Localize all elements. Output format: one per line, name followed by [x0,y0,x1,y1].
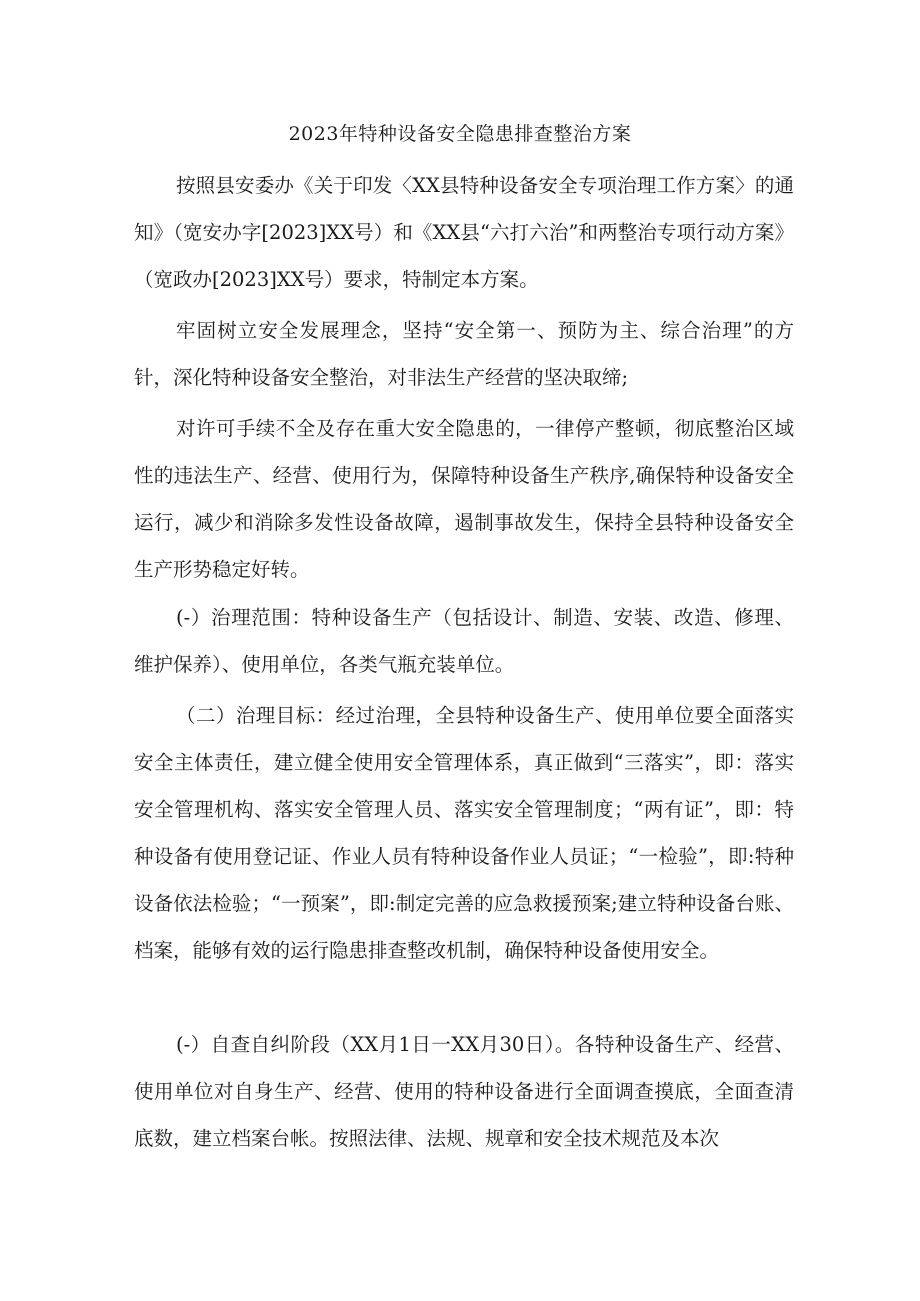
paragraph-self-inspection: (-）自查自纠阶段（XX月1日一XX月30日）。各特种设备生产、经营、使用单位对自身生产、经营、使用的特种设备进行全面调查摸底，全面查清底数，建立档案台帐。按照法律、法规、规章和安全技术规范及本次 [134,1033,794,1150]
paragraph-scope: (-）治理范围：特种设备生产（包括设计、制造、安装、改造、修理、维护保养）、使用单位，各类气瓶充装单位。 [134,606,794,676]
document-title: 2023年特种设备安全隐患排查整治方案 [288,123,632,145]
paragraph-rectification: 对许可手续不全及存在重大安全隐患的，一律停产整顿，彻底整治区域性的违法生产、经营、使用行为，保障特种设备生产秩序,确保特种设备安全运行，减少和消除多发性设备故障，遏制事故发生，保持全县特种设备安全生产形势稳定好转。 [134,417,794,581]
paragraph-principle: 牢固树立安全发展理念，坚持“安全第一、预防为主、综合治理”的方针，深化特种设备安全整治，对非法生产经营的坚决取缔; [134,319,794,389]
paragraph-basis: 按照县安委办《关于印发〈XX县特种设备安全专项治理工作方案〉的通知》（宽安办字[2023]XX号）和《XX县“六打六治”和两整治专项行动方案》（宽政办[2023]XX号）要求，特制定本方案。 [134,174,794,291]
paragraph-goals: （二）治理目标：经过治理，全县特种设备生产、使用单位要全面落实安全主体责任，建立健全使用安全管理体系，真正做到“三落实”，即：落实安全管理机构、落实安全管理人员、落实安全管理制度；“两有证”，即：特种设备有使用登记证、作业人员有特种设备作业人员证；“一检验”，即:特种设备依法检验；“一预案”，即:制定完善的应急救援预案;建立特种设备台账、档案，能够有效的运行隐患排查整改机制，确保特种设备使用安全。 [134,704,794,962]
